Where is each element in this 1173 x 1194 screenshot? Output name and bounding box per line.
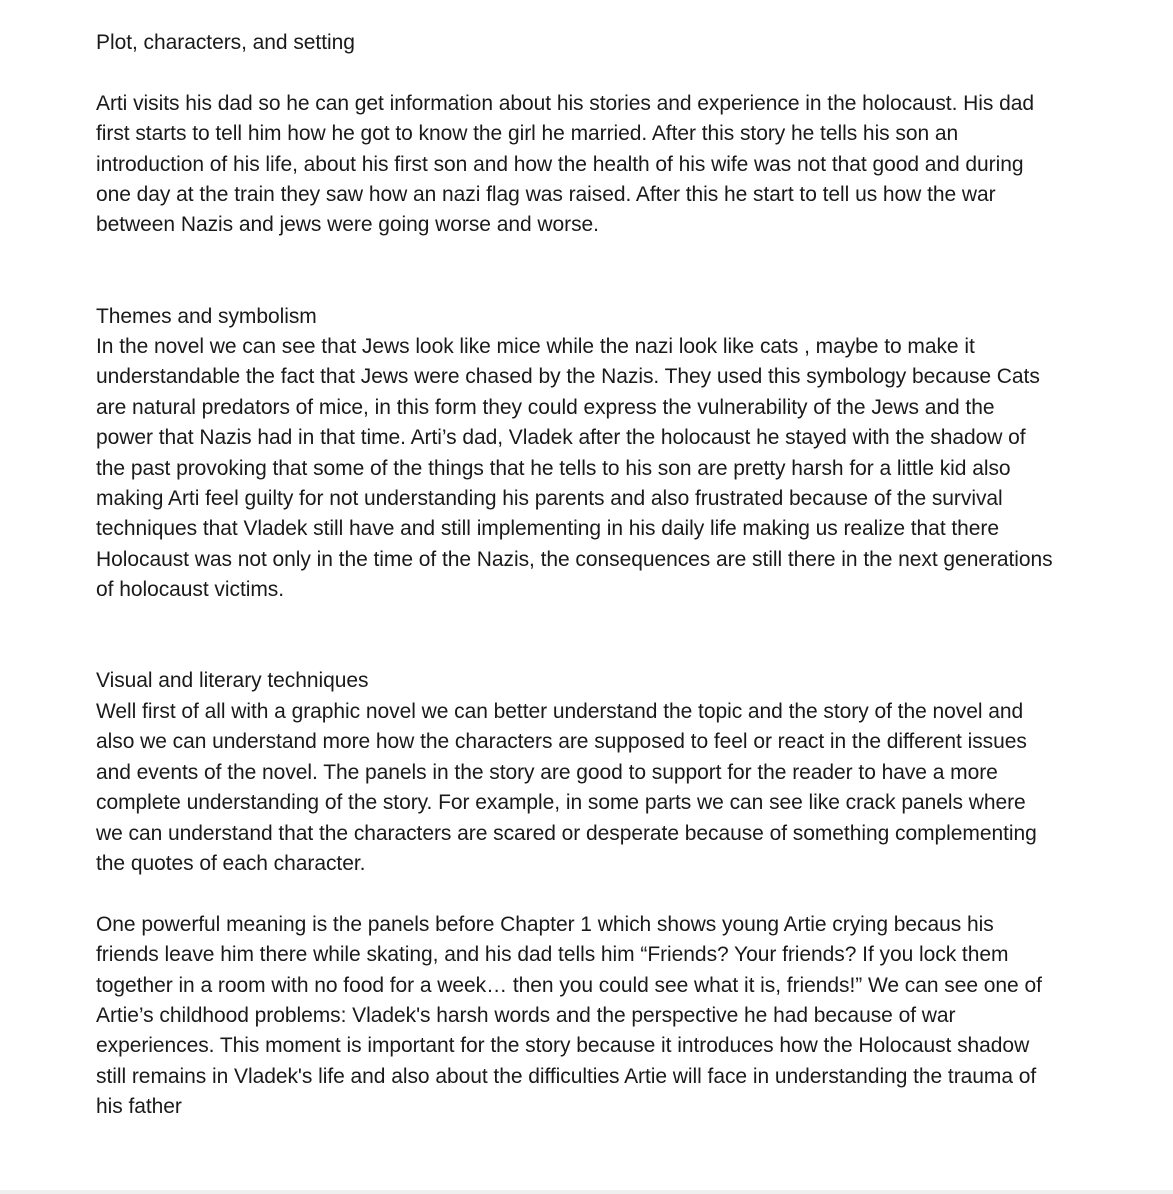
- heading-plot: Plot, characters, and setting: [96, 31, 355, 54]
- heading-visual: Visual and literary techniques: [96, 669, 369, 693]
- document-body: [96, 28, 1056, 1123]
- spacer: [96, 241, 1056, 302]
- paragraph-visual-2: One powerful meaning is the panels before Chapter 1 which shows young Artie crying becaus his friends leave him there while skating, and his dad tells him “Friends? Your friends? If you lock them together in a room with no food for a week… then you could see what it is, friends!” We can see one of Artie’s childhood problems: Vladek's harsh words and the perspective he had because of war experiences. This moment is important for the story because it introduces how the Holocaust shadow still remains in Vladek's life and also about the difficulties Artie will face in understanding the trauma of his father: [96, 912, 1042, 1119]
- paragraph-visual: Well first of all with a graphic novel we can better understand the topic and the story of the novel and also we can understand more how the characters are supposed to feel or react in the different issues and events of the novel. The panels in the story are good to support for the reader to have a more complete understanding of the story. For example, in some parts we can see like crack panels where we can understand that the characters are scared or desperate because of something complementing the quotes of each character.: [96, 699, 1037, 875]
- spacer: [96, 58, 1056, 88]
- paragraph-themes: In the novel we can see that Jews look like mice while the nazi look like cats , maybe to make it understandable the fact that Jews were chased by the Nazis. They used this symbology because Cats are natural predators of mice, in this form they could express the vulnerability of the Jews and the power that Nazis had in that time. Arti’s dad, Vladek after the holocaust he stayed with the shadow of the past provoking that some of the things that he tells to his son are pretty harsh for a little kid also making Arti feel guilty for not understanding his parents and also frustrated because of the survival techniques that Vladek still have and still implementing in his daily life making us realize that there Holocaust was not only in the time of the Nazis, the consequences are still there in the next generations of holocaust victims.: [96, 335, 1053, 602]
- page-bottom-edge: [0, 1190, 1173, 1194]
- heading-themes: Themes and symbolism: [96, 304, 317, 328]
- spacer: [96, 879, 1056, 909]
- paragraph-plot: Arti visits his dad so he can get information about his stories and experience in the holocaust. His dad first starts to tell him how he got to know the girl he married. After this story he tells his son an introduction of his life, about his first son and how the health of his wife was not that good and during one day at the train they saw how an nazi flag was raised. After this he start to tell us how the war between Nazis and jews were going worse and worse.: [96, 91, 1034, 237]
- spacer: [96, 606, 1056, 667]
